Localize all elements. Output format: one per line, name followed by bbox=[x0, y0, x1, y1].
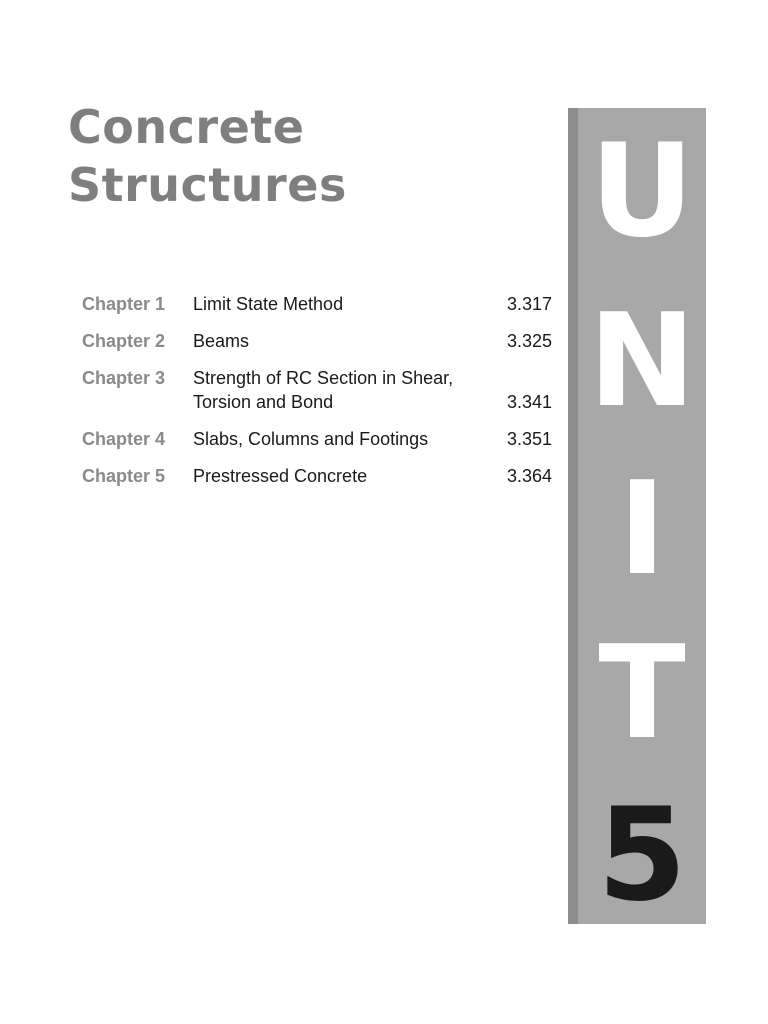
toc-row-chapter-5[interactable] bbox=[82, 464, 552, 488]
toc-row-chapter-2[interactable] bbox=[82, 329, 552, 353]
chapter-label: Chapter 5 bbox=[82, 466, 166, 486]
chapter-title bbox=[193, 427, 494, 451]
toc-row-chapter-4[interactable] bbox=[82, 427, 552, 451]
band-letter-u: U bbox=[590, 117, 694, 266]
chapter-title-line: Strength of RC Section in Shear, bbox=[193, 368, 454, 388]
chapter-title bbox=[193, 366, 494, 414]
chapter-title-line: Beams bbox=[193, 331, 250, 351]
unit-title bbox=[68, 98, 347, 214]
unit-side-band bbox=[568, 108, 706, 930]
chapter-label: Chapter 1 bbox=[82, 294, 166, 314]
chapter-page-number: 3.317 bbox=[506, 294, 552, 314]
chapter-title-line: Limit State Method bbox=[193, 294, 344, 314]
chapter-page-number: 3.351 bbox=[506, 429, 552, 449]
chapter-title bbox=[193, 329, 494, 353]
chapter-page-number: 3.325 bbox=[506, 331, 552, 351]
unit-title-line-1: Concrete bbox=[68, 100, 305, 154]
side-band-edge bbox=[568, 108, 578, 924]
chapter-title bbox=[193, 464, 494, 488]
table-of-contents bbox=[82, 292, 552, 501]
chapter-title-line: Prestressed Concrete bbox=[193, 466, 368, 486]
chapter-label: Chapter 4 bbox=[82, 429, 166, 449]
band-letter-n: N bbox=[588, 287, 696, 436]
toc-row-chapter-3[interactable] bbox=[82, 366, 552, 414]
band-letter-t: T bbox=[598, 619, 686, 768]
toc-row-chapter-1[interactable] bbox=[82, 292, 552, 316]
chapter-title bbox=[193, 292, 494, 316]
chapter-label: Chapter 3 bbox=[82, 368, 166, 388]
chapter-title-line: Torsion and Bond bbox=[193, 392, 334, 412]
chapter-label: Chapter 2 bbox=[82, 331, 166, 351]
chapter-title-line: Slabs, Columns and Footings bbox=[193, 429, 429, 449]
unit-number: 5 bbox=[597, 781, 687, 930]
band-letter-i: I bbox=[618, 455, 666, 604]
unit-title-line-2: Structures bbox=[68, 158, 347, 212]
chapter-page-number: 3.364 bbox=[506, 466, 552, 486]
chapter-page-number: 3.341 bbox=[506, 392, 552, 412]
